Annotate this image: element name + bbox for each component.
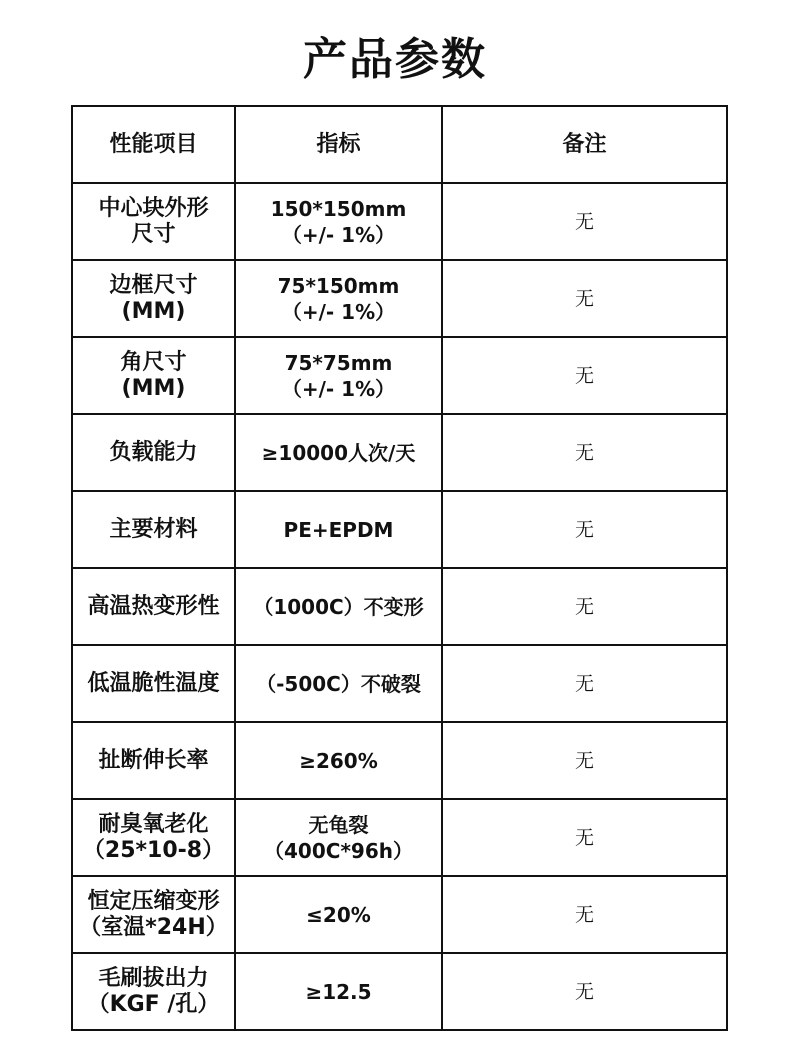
param-name-cell-line: 角尺寸 bbox=[120, 349, 187, 375]
table-row bbox=[72, 876, 727, 953]
param-name-cell-line: (MM) bbox=[121, 298, 186, 324]
table-row bbox=[72, 645, 727, 722]
param-name-cell bbox=[72, 414, 235, 491]
param-spec-cell-line: 75*150mm bbox=[277, 273, 400, 298]
param-spec-cell-line: 75*75mm bbox=[284, 350, 393, 375]
param-note-cell: 无 bbox=[442, 260, 727, 337]
param-spec-cell bbox=[235, 722, 442, 799]
param-name-cell-line: 扯断伸长率 bbox=[98, 747, 209, 773]
param-name-cell-line: 高温热变形性 bbox=[87, 593, 220, 619]
param-name-cell-line: 尺寸 bbox=[131, 221, 176, 247]
param-name-cell-line: （室温*24H） bbox=[79, 914, 228, 940]
param-name-cell-line: 边框尺寸 bbox=[109, 272, 198, 298]
param-name-cell bbox=[72, 337, 235, 414]
param-note-cell: 无 bbox=[442, 953, 727, 1030]
header-spec: 指标 bbox=[235, 106, 442, 183]
param-spec-cell bbox=[235, 645, 442, 722]
param-name-cell bbox=[72, 953, 235, 1030]
param-spec-cell-line: 150*150mm bbox=[270, 196, 407, 221]
param-spec-cell-line: （+/- 1%） bbox=[281, 376, 396, 401]
param-spec-cell-line: （+/- 1%） bbox=[281, 222, 396, 247]
param-name-cell-line: 主要材料 bbox=[109, 516, 198, 542]
param-spec-cell-line: （400C*96h） bbox=[264, 838, 413, 863]
param-spec-cell bbox=[235, 337, 442, 414]
param-spec-cell-line: （+/- 1%） bbox=[281, 299, 396, 324]
param-name-cell bbox=[72, 876, 235, 953]
param-name-cell-line: （25*10-8） bbox=[82, 837, 225, 863]
table-row bbox=[72, 491, 727, 568]
param-spec-cell bbox=[235, 799, 442, 876]
param-name-cell-line: 耐臭氧老化 bbox=[98, 811, 209, 837]
param-note-cell: 无 bbox=[442, 337, 727, 414]
param-spec-cell bbox=[235, 260, 442, 337]
param-name-cell bbox=[72, 722, 235, 799]
param-spec-cell-line: ≥260% bbox=[299, 748, 378, 773]
param-name-cell-line: 负载能力 bbox=[109, 439, 198, 465]
param-name-cell-line: （KGF /孔） bbox=[87, 991, 220, 1017]
table-row bbox=[72, 414, 727, 491]
param-name-cell bbox=[72, 183, 235, 260]
table-row bbox=[72, 183, 727, 260]
param-spec-cell-line: ≤20% bbox=[306, 902, 371, 927]
table-row bbox=[72, 568, 727, 645]
param-spec-cell bbox=[235, 953, 442, 1030]
param-spec-cell-line: （1000C）不变形 bbox=[253, 594, 424, 619]
table-row bbox=[72, 337, 727, 414]
param-note-cell: 无 bbox=[442, 183, 727, 260]
header-name: 性能项目 bbox=[72, 106, 235, 183]
param-name-cell-line: 低温脆性温度 bbox=[87, 670, 220, 696]
param-spec-cell bbox=[235, 183, 442, 260]
param-note-cell: 无 bbox=[442, 491, 727, 568]
table-header-row bbox=[72, 106, 727, 183]
param-spec-cell-line: ≥12.5 bbox=[305, 979, 372, 1004]
param-name-cell-line: 恒定压缩变形 bbox=[87, 888, 220, 914]
param-name-cell-line: 毛刷拔出力 bbox=[98, 965, 209, 991]
param-note-cell: 无 bbox=[442, 414, 727, 491]
param-name-cell bbox=[72, 260, 235, 337]
table-row bbox=[72, 260, 727, 337]
product-params-table bbox=[71, 105, 728, 1031]
param-spec-cell-line: PE+EPDM bbox=[283, 517, 394, 542]
param-name-cell-line: (MM) bbox=[121, 375, 186, 401]
header-note: 备注 bbox=[442, 106, 727, 183]
param-note-cell: 无 bbox=[442, 645, 727, 722]
param-note-cell: 无 bbox=[442, 799, 727, 876]
param-name-cell bbox=[72, 568, 235, 645]
param-spec-cell bbox=[235, 414, 442, 491]
table-row bbox=[72, 953, 727, 1030]
param-spec-cell-line: ≥10000人次/天 bbox=[261, 440, 416, 465]
param-note-cell: 无 bbox=[442, 876, 727, 953]
table-row bbox=[72, 722, 727, 799]
param-spec-cell-line: （-500C）不破裂 bbox=[256, 671, 421, 696]
table-row bbox=[72, 799, 727, 876]
param-spec-cell-line: 无龟裂 bbox=[308, 812, 369, 837]
param-note-cell: 无 bbox=[442, 722, 727, 799]
param-spec-cell bbox=[235, 876, 442, 953]
param-note-cell: 无 bbox=[442, 568, 727, 645]
param-spec-cell bbox=[235, 568, 442, 645]
param-name-cell bbox=[72, 799, 235, 876]
param-name-cell-line: 中心块外形 bbox=[98, 195, 209, 221]
param-name-cell bbox=[72, 645, 235, 722]
param-spec-cell bbox=[235, 491, 442, 568]
param-name-cell bbox=[72, 491, 235, 568]
page-title: 产品参数 bbox=[303, 34, 487, 85]
